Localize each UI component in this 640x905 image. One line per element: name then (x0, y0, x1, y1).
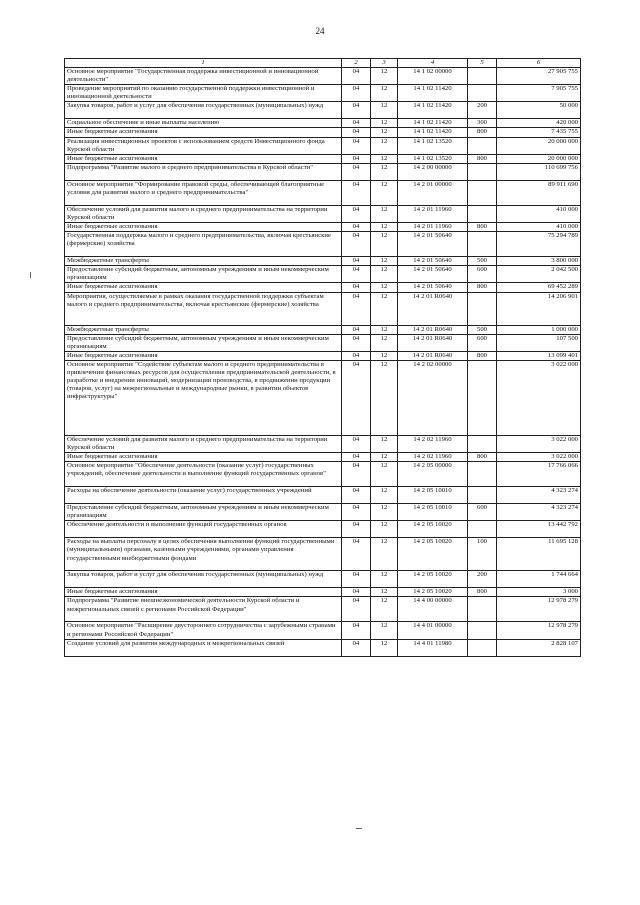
row-code: 500 (468, 325, 497, 334)
row-code (468, 163, 497, 180)
column-header: 5 (468, 59, 497, 68)
row-amount: 12 978 279 (497, 597, 581, 622)
row-amount: 12 978 279 (497, 622, 581, 639)
row-code: 12 (371, 334, 398, 351)
row-amount: 89 911 690 (497, 180, 581, 205)
row-amount: 3 800 000 (497, 257, 581, 266)
row-code (468, 205, 497, 222)
row-code: 04 (342, 232, 371, 257)
column-header: 2 (342, 59, 371, 68)
table-row (65, 85, 581, 102)
row-code: 04 (342, 163, 371, 180)
row-description: Иные бюджетные ассигнования (65, 588, 342, 597)
row-description: Подпрограмма "Развитие малого и среднего предпринимательства в Курской области" (65, 163, 342, 180)
row-code: 12 (371, 292, 398, 325)
row-code: 12 (371, 85, 398, 102)
row-code: 14 2 01 00000 (398, 180, 468, 205)
header-row (65, 59, 581, 68)
row-description: Иные бюджетные ассигнования (65, 453, 342, 462)
row-description: Мероприятия, осуществляемые в рамках оказания государственной поддержки субъектам малого и среднего предпринимательства, включая крестьянские (фермерские) хозяйства (65, 292, 342, 325)
table-row (65, 223, 581, 232)
row-amount: 107 500 (497, 334, 581, 351)
row-description: Основное мероприятие "Обеспечение деятельности (оказание услуг) государственных учреждений, обеспечение деятельности и выполнение функций государственных органов" (65, 462, 342, 487)
table-row (65, 435, 581, 452)
row-code: 04 (342, 453, 371, 462)
row-code: 12 (371, 205, 398, 222)
row-code: 100 (468, 538, 497, 571)
row-description: Проведение мероприятий по оказанию государственной поддержки инвестиционной и инновационной деятельности (65, 85, 342, 102)
row-amount: 410 000 (497, 223, 581, 232)
row-code: 12 (371, 68, 398, 85)
table-row (65, 232, 581, 257)
row-amount: 20 000 000 (497, 137, 581, 154)
table-row (65, 588, 581, 597)
row-code: 12 (371, 283, 398, 292)
row-code: 14 2 02 00000 (398, 360, 468, 435)
row-description: Межбюджетные трансферты (65, 325, 342, 334)
row-code: 04 (342, 334, 371, 351)
row-code: 04 (342, 119, 371, 128)
row-code: 12 (371, 119, 398, 128)
row-description: Обеспечение условий для развития малого и среднего предпринимательства на территории Курской области (65, 435, 342, 452)
row-code: 14 2 01 R0640 (398, 351, 468, 360)
table-row (65, 639, 581, 656)
row-code: 14 2 05 10020 (398, 538, 468, 571)
row-description: Предоставление субсидий бюджетным, автономным учреждениям и иным некоммерческим организациям (65, 504, 342, 521)
row-code: 14 2 01 R0640 (398, 334, 468, 351)
row-amount: 3 000 (497, 588, 581, 597)
row-code: 12 (371, 453, 398, 462)
row-code: 800 (468, 154, 497, 163)
row-description: Предоставление субсидий бюджетным, автономным учреждениям и иным некоммерческим организациям (65, 266, 342, 283)
row-description: Создание условий для развития международных и межрегиональных связей (65, 639, 342, 656)
row-description: Социальное обеспечение и иные выплаты населению (65, 119, 342, 128)
row-code: 04 (342, 639, 371, 656)
row-code: 14 1 02 11420 (398, 102, 468, 119)
table-row (65, 521, 581, 538)
row-code: 12 (371, 487, 398, 504)
row-amount: 20 000 000 (497, 154, 581, 163)
row-amount: 17 766 066 (497, 462, 581, 487)
row-description: Обеспечение условий для развития малого и среднего предпринимательства на территории Курской области (65, 205, 342, 222)
column-header: 3 (371, 59, 398, 68)
row-amount: 2 042 500 (497, 266, 581, 283)
row-code: 800 (468, 283, 497, 292)
row-code: 04 (342, 85, 371, 102)
row-code: 12 (371, 360, 398, 435)
table-row (65, 68, 581, 85)
row-code: 14 1 02 11420 (398, 119, 468, 128)
row-description: Государственная поддержка малого и среднего предпринимательства, включая крестьянские (фермерские) хозяйства (65, 232, 342, 257)
row-code: 800 (468, 351, 497, 360)
row-amount: 7 905 755 (497, 85, 581, 102)
column-header: 6 (497, 59, 581, 68)
row-code: 600 (468, 504, 497, 521)
row-code: 12 (371, 538, 398, 571)
row-code (468, 360, 497, 435)
row-code: 12 (371, 521, 398, 538)
table-row (65, 487, 581, 504)
table-row (65, 504, 581, 521)
table-row (65, 538, 581, 571)
row-code (468, 521, 497, 538)
row-description: Иные бюджетные ассигнования (65, 283, 342, 292)
row-code: 14 2 01 11960 (398, 205, 468, 222)
table-row (65, 266, 581, 283)
row-code: 300 (468, 119, 497, 128)
row-code: 04 (342, 597, 371, 622)
row-code: 04 (342, 504, 371, 521)
row-code: 14 2 05 10020 (398, 571, 468, 588)
row-code: 800 (468, 588, 497, 597)
row-amount: 1 744 664 (497, 571, 581, 588)
row-code: 12 (371, 435, 398, 452)
row-description: Основное мероприятие "Формирование правовой среды, обеспечивающей благоприятные условия для развития малого и среднего предпринимательства" (65, 180, 342, 205)
table-row (65, 453, 581, 462)
row-code: 04 (342, 325, 371, 334)
row-code: 14 1 02 13520 (398, 137, 468, 154)
row-amount: 27 905 755 (497, 68, 581, 85)
row-code: 14 4 01 00000 (398, 622, 468, 639)
row-description: Иные бюджетные ассигнования (65, 223, 342, 232)
row-code: 12 (371, 351, 398, 360)
table-row (65, 137, 581, 154)
row-code: 04 (342, 154, 371, 163)
row-code (468, 462, 497, 487)
table-row (65, 351, 581, 360)
row-code: 04 (342, 487, 371, 504)
row-code: 04 (342, 266, 371, 283)
row-code: 12 (371, 102, 398, 119)
row-code: 04 (342, 68, 371, 85)
row-code (468, 292, 497, 325)
row-code: 800 (468, 453, 497, 462)
row-code: 04 (342, 137, 371, 154)
row-amount: 3 022 000 (497, 360, 581, 435)
row-code: 12 (371, 137, 398, 154)
row-code: 14 2 01 50640 (398, 283, 468, 292)
row-description: Расходы на выплаты персоналу в целях обеспечения выполнения функций государственными (муниципальными) органами, казенными учреждениями, органами управления государственными внебюджетными фондами (65, 538, 342, 571)
row-code: 04 (342, 622, 371, 639)
row-amount: 13 099 401 (497, 351, 581, 360)
row-description: Реализация инвестиционных проектов с использованием средств Инвестиционного фонда Курской области (65, 137, 342, 154)
row-amount: 4 323 274 (497, 504, 581, 521)
row-description: Закупка товаров, работ и услуг для обеспечения государственных (муниципальных) нужд (65, 571, 342, 588)
row-code: 04 (342, 588, 371, 597)
row-code: 14 2 02 11960 (398, 435, 468, 452)
row-amount: 110 699 756 (497, 163, 581, 180)
row-code: 12 (371, 154, 398, 163)
row-amount: 1 000 000 (497, 325, 581, 334)
row-code: 12 (371, 571, 398, 588)
row-description: Основное мероприятие "Государственная поддержка инвестиционной и инновационной деятельности" (65, 68, 342, 85)
row-code: 04 (342, 571, 371, 588)
column-header: 4 (398, 59, 468, 68)
row-code (468, 435, 497, 452)
row-code: 14 2 05 10020 (398, 588, 468, 597)
row-code (468, 85, 497, 102)
table-row (65, 283, 581, 292)
row-code: 14 1 02 11420 (398, 128, 468, 137)
row-amount: 11 695 128 (497, 538, 581, 571)
row-code: 12 (371, 223, 398, 232)
row-code: 12 (371, 462, 398, 487)
row-code: 14 4 01 11980 (398, 639, 468, 656)
row-amount: 2 828 107 (497, 639, 581, 656)
row-code: 04 (342, 351, 371, 360)
row-code: 12 (371, 180, 398, 205)
row-code: 14 4 00 00000 (398, 597, 468, 622)
row-description: Межбюджетные трансферты (65, 257, 342, 266)
row-code: 14 2 01 50640 (398, 232, 468, 257)
row-code: 800 (468, 223, 497, 232)
row-amount: 420 000 (497, 119, 581, 128)
row-code: 12 (371, 639, 398, 656)
row-description: Предоставление субсидий бюджетным, автономным учреждениям и иным некоммерческим организациям (65, 334, 342, 351)
row-code (468, 622, 497, 639)
row-code: 14 2 02 11960 (398, 453, 468, 462)
row-code: 14 2 01 R0640 (398, 325, 468, 334)
table-row (65, 180, 581, 205)
row-code (468, 68, 497, 85)
row-code (468, 180, 497, 205)
row-amount: 3 022 000 (497, 435, 581, 452)
row-amount: 13 442 792 (497, 521, 581, 538)
row-code: 04 (342, 128, 371, 137)
table-row (65, 102, 581, 119)
row-amount: 50 000 (497, 102, 581, 119)
row-description: Обеспечение деятельности и выполнение функций государственных органов (65, 521, 342, 538)
row-code: 14 2 05 00000 (398, 462, 468, 487)
row-description: Иные бюджетные ассигнования (65, 128, 342, 137)
table-row (65, 597, 581, 622)
row-code: 600 (468, 334, 497, 351)
row-code (468, 137, 497, 154)
row-code: 14 2 05 10020 (398, 521, 468, 538)
row-amount: 7 435 755 (497, 128, 581, 137)
budget-table (64, 58, 581, 657)
row-code (468, 487, 497, 504)
row-code: 04 (342, 205, 371, 222)
row-code: 14 2 00 00000 (398, 163, 468, 180)
row-code: 04 (342, 521, 371, 538)
row-amount: 69 452 289 (497, 283, 581, 292)
table-row (65, 119, 581, 128)
row-amount: 75 294 789 (497, 232, 581, 257)
row-code: 14 2 01 50640 (398, 266, 468, 283)
table-row (65, 571, 581, 588)
row-description: Основное мероприятие "Расширение двустороннего сотрудничества с зарубежными странами и регионами Российской Федерации" (65, 622, 342, 639)
row-description: Подпрограмма "Развитие внешнеэкономической деятельности Курской области и межрегиональных связей с регионами Российской Федерации" (65, 597, 342, 622)
row-amount: 14 206 901 (497, 292, 581, 325)
row-code: 04 (342, 283, 371, 292)
row-code: 14 2 01 R0640 (398, 292, 468, 325)
row-code: 12 (371, 128, 398, 137)
table-row (65, 622, 581, 639)
row-code: 600 (468, 266, 497, 283)
table-row (65, 154, 581, 163)
column-header: 1 (65, 59, 342, 68)
row-code: 14 1 02 00000 (398, 68, 468, 85)
table-row (65, 128, 581, 137)
row-description: Закупка товаров, работ и услуг для обеспечения государственных (муниципальных) нужд (65, 102, 342, 119)
table-row (65, 325, 581, 334)
table-row (65, 360, 581, 435)
table-row (65, 257, 581, 266)
row-code (468, 639, 497, 656)
row-code: 04 (342, 257, 371, 266)
row-code: 14 2 05 10010 (398, 487, 468, 504)
row-amount: 3 022 000 (497, 453, 581, 462)
table-row (65, 292, 581, 325)
row-code: 12 (371, 232, 398, 257)
row-code: 12 (371, 325, 398, 334)
row-code: 04 (342, 462, 371, 487)
row-amount: 4 323 274 (497, 487, 581, 504)
row-amount: 410 000 (497, 205, 581, 222)
row-code: 200 (468, 571, 497, 588)
row-code: 04 (342, 292, 371, 325)
row-code: 14 1 02 11420 (398, 85, 468, 102)
row-description: Основное мероприятие "Содействие субъектам малого и среднего предпринимательства в привлечении финансовых ресурсов для осуществления предпринимательской деятельности, в разработке и внедрении инноваций, модернизации производства, в продвижении продукции (товаров, услуг) на межрегиональные и международные рынки, в развитии объектов инфраструктуры" (65, 360, 342, 435)
row-code: 12 (371, 266, 398, 283)
row-code: 14 2 01 11960 (398, 223, 468, 232)
row-code: 800 (468, 128, 497, 137)
row-code: 04 (342, 360, 371, 435)
table-row (65, 205, 581, 222)
row-code: 12 (371, 163, 398, 180)
row-code: 12 (371, 597, 398, 622)
row-code: 04 (342, 538, 371, 571)
row-code: 04 (342, 180, 371, 205)
row-description: Иные бюджетные ассигнования (65, 351, 342, 360)
row-code: 14 2 01 50640 (398, 257, 468, 266)
row-code: 12 (371, 622, 398, 639)
page-mark (356, 828, 362, 829)
row-code: 12 (371, 504, 398, 521)
row-description: Иные бюджетные ассигнования (65, 154, 342, 163)
row-code: 500 (468, 257, 497, 266)
row-code: 04 (342, 102, 371, 119)
row-code: 12 (371, 588, 398, 597)
table-row (65, 334, 581, 351)
row-code (468, 597, 497, 622)
row-description: Расходы на обеспечение деятельности (оказание услуг) государственных учреждений (65, 487, 342, 504)
row-code: 200 (468, 102, 497, 119)
table-row (65, 462, 581, 487)
table-row (65, 163, 581, 180)
row-code: 14 2 05 10010 (398, 504, 468, 521)
row-code (468, 232, 497, 257)
row-code: 14 1 02 13520 (398, 154, 468, 163)
row-code: 12 (371, 257, 398, 266)
row-code: 04 (342, 435, 371, 452)
page-number: 24 (315, 26, 325, 36)
row-code: 04 (342, 223, 371, 232)
margin-mark (30, 272, 31, 278)
